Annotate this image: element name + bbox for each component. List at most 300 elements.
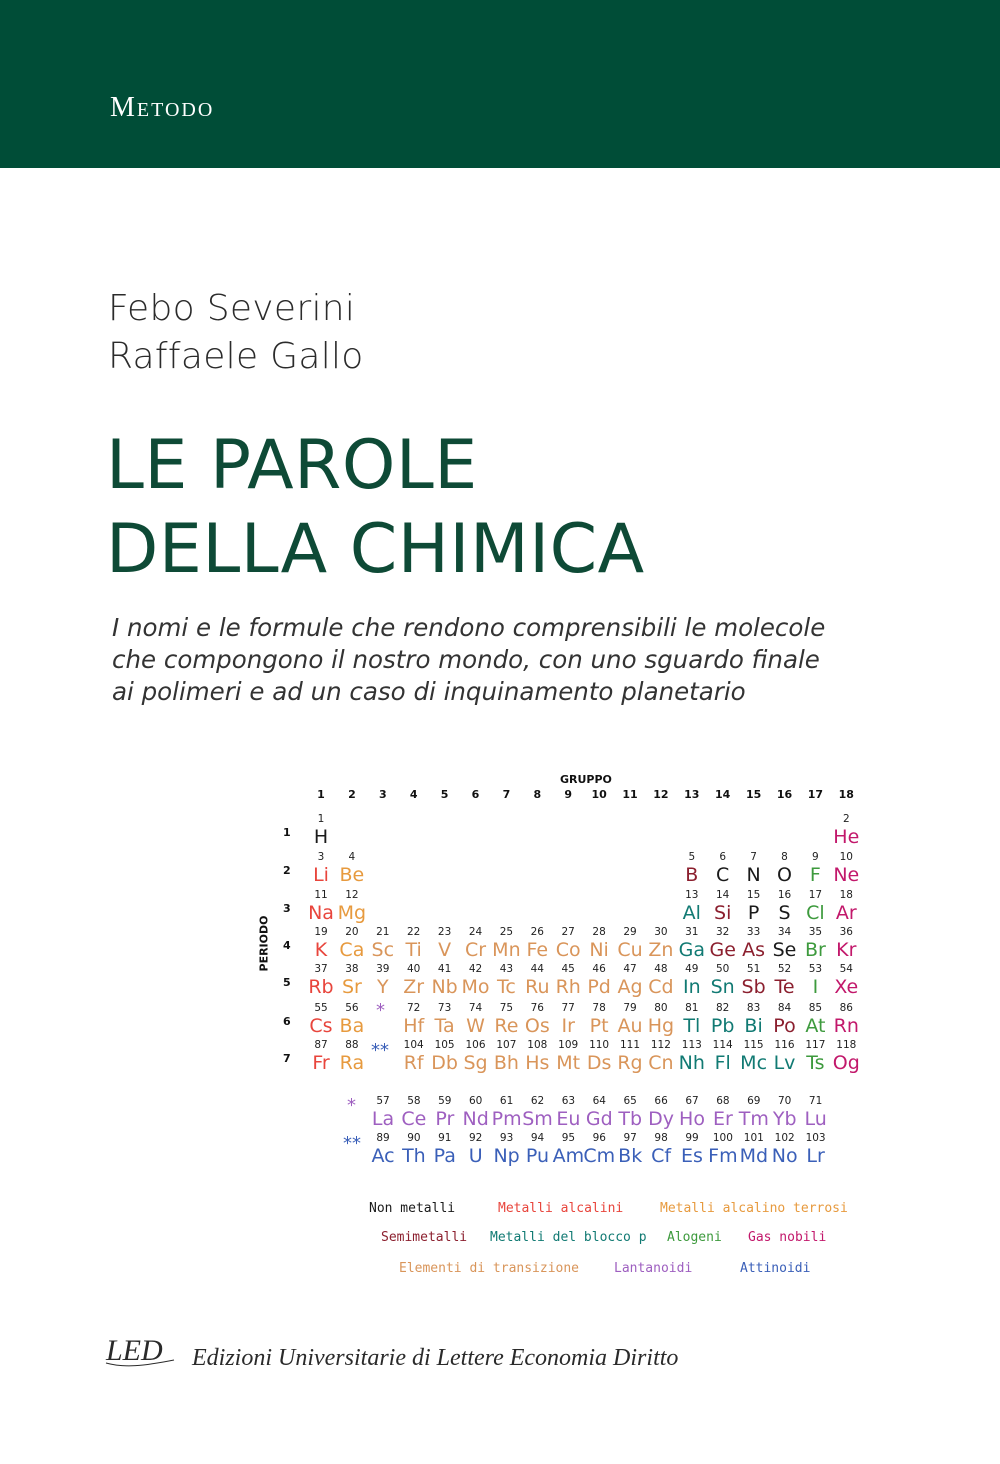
element-Db [429, 1038, 461, 1074]
element-symbol: Ba [339, 1015, 365, 1037]
element-Kr [830, 925, 862, 961]
atomic-number: 30 [654, 926, 668, 938]
element-symbol: Y [376, 976, 389, 998]
atomic-number: 14 [716, 889, 730, 901]
element-At [799, 1001, 831, 1037]
element-symbol: Bi [744, 1015, 763, 1037]
atomic-number: 85 [808, 1002, 823, 1014]
element-symbol: Pr [435, 1108, 455, 1130]
element-Rn [830, 1001, 862, 1037]
element-symbol: Nh [678, 1052, 705, 1074]
element-Xe [830, 962, 862, 998]
atomic-number: 50 [716, 963, 730, 975]
element-Sm [522, 1094, 554, 1130]
element-symbol: Ti [405, 939, 422, 961]
element-symbol: Hg [647, 1015, 675, 1037]
element-symbol: Tb [618, 1108, 643, 1130]
atomic-number: 62 [530, 1095, 545, 1107]
atomic-number: 29 [623, 926, 637, 938]
element-symbol: Sg [463, 1052, 488, 1074]
atomic-number: 32 [716, 926, 730, 938]
element-Pt [583, 1001, 615, 1037]
atomic-number: 23 [437, 926, 452, 938]
element-symbol: Lu [804, 1108, 827, 1130]
element-symbol: Mn [492, 939, 521, 961]
group-header-13: 13 [684, 788, 700, 801]
element-symbol: Tl [683, 1015, 701, 1037]
atomic-number: 104 [403, 1039, 424, 1051]
atomic-number: 55 [314, 1002, 328, 1014]
element-Dy [645, 1094, 677, 1130]
legend-item-transition: Elementi di transizione [399, 1261, 580, 1276]
element-symbol: Lr [806, 1145, 825, 1167]
element-symbol: Cm [583, 1145, 616, 1167]
subtitle-line-1: I nomi e le formule che rendono comprensibili le molecole [112, 613, 826, 642]
atomic-number: 101 [743, 1132, 764, 1144]
element-symbol: Os [524, 1015, 550, 1037]
element-Cn [645, 1038, 677, 1074]
atomic-number: 13 [685, 889, 699, 901]
led-logo [104, 1330, 178, 1370]
group-header-12: 12 [653, 788, 669, 801]
atomic-number: 52 [777, 963, 792, 975]
atomic-number: 4 [348, 851, 356, 863]
group-header-5: 5 [440, 788, 449, 801]
element-symbol: Ho [679, 1108, 705, 1130]
atomic-number: 106 [465, 1039, 486, 1051]
atomic-number: 25 [499, 926, 514, 938]
atomic-number: 54 [839, 963, 853, 975]
element-symbol: Po [773, 1015, 796, 1037]
element-Cs [305, 1001, 337, 1037]
atomic-number: 9 [812, 851, 819, 863]
element-Tl [676, 1001, 708, 1037]
group-header-2: 2 [348, 788, 356, 801]
atomic-number: 26 [530, 926, 544, 938]
element-Cf [645, 1131, 677, 1167]
element-No [769, 1131, 801, 1167]
element-symbol: Se [772, 939, 797, 961]
element-symbol: Zn [648, 939, 674, 961]
element-symbol: Rf [403, 1052, 424, 1074]
element-symbol: At [805, 1015, 826, 1037]
element-symbol: Co [555, 939, 581, 961]
atomic-number: 6 [719, 851, 727, 863]
element-Gd [583, 1094, 615, 1130]
element-symbol: Ge [709, 939, 736, 961]
element-symbol: Md [739, 1145, 769, 1167]
element-Bh [490, 1038, 522, 1074]
element-symbol: Ra [339, 1052, 365, 1074]
element-Ce [398, 1094, 430, 1130]
element-Re [490, 1001, 522, 1037]
legend-item-alkaline-earth: Metalli alcalino terrosi [660, 1201, 848, 1216]
atomic-number: 48 [654, 963, 668, 975]
element-symbol: Hf [403, 1015, 425, 1037]
element-Ar [830, 888, 862, 924]
element-symbol: I [812, 976, 819, 998]
element-symbol: Mc [740, 1052, 768, 1074]
atomic-number: 83 [746, 1002, 761, 1014]
legend-item-noble: Gas nobili [748, 1230, 827, 1245]
element-symbol: Li [313, 864, 329, 886]
atomic-number: 108 [527, 1039, 548, 1051]
group-header-9: 9 [564, 788, 573, 801]
element-H [305, 812, 337, 848]
element-Fl [707, 1038, 739, 1074]
element-Be [336, 850, 368, 886]
element-Es [676, 1131, 708, 1167]
atomic-number: 64 [592, 1095, 606, 1107]
element-Zn [645, 925, 677, 961]
atomic-number: 105 [434, 1039, 455, 1051]
atomic-number: 65 [623, 1095, 637, 1107]
element-symbol: Fe [526, 939, 549, 961]
atomic-number: 98 [654, 1132, 668, 1144]
atomic-number: 89 [376, 1132, 390, 1144]
element-symbol: La [371, 1108, 395, 1130]
author-1: Febo Severini [108, 288, 356, 329]
period-axis-title: PERIODO [257, 915, 271, 972]
element-Ni [583, 925, 615, 961]
atomic-number: 27 [561, 926, 575, 938]
element-Fm [707, 1131, 739, 1167]
atomic-number: 46 [592, 963, 606, 975]
legend-item-post-transition: Metalli del blocco p [490, 1230, 647, 1245]
lanthanide-marker: * [376, 1000, 385, 1021]
element-symbol: Xe [834, 976, 859, 998]
legend-item-metalloid: Semimetalli [381, 1230, 468, 1245]
element-Cm [583, 1131, 615, 1167]
atomic-number: 22 [407, 926, 421, 938]
atomic-number: 92 [469, 1132, 483, 1144]
element-symbol: Es [681, 1145, 703, 1167]
element-B [676, 850, 708, 886]
element-Ra [336, 1038, 368, 1074]
atomic-number: 63 [561, 1095, 576, 1107]
element-symbol: Au [617, 1015, 643, 1037]
element-symbol: Rg [617, 1052, 643, 1074]
element-symbol: S [778, 902, 791, 924]
element-symbol: Si [714, 902, 732, 924]
element-Mg [336, 888, 368, 924]
period-header-5: 5 [283, 976, 291, 989]
element-symbol: Mg [337, 902, 367, 924]
element-Rb [305, 962, 337, 998]
element-Eu [552, 1094, 584, 1130]
element-symbol: In [682, 976, 701, 998]
element-Ti [398, 925, 430, 961]
element-symbol: Cl [806, 902, 825, 924]
atomic-number: 51 [746, 963, 761, 975]
subtitle-line-3: ai polimeri e ad un caso di inquinamento planetario [112, 677, 746, 706]
atomic-number: 36 [839, 926, 853, 938]
atomic-number: 18 [839, 889, 853, 901]
element-symbol: Gd [585, 1108, 613, 1130]
element-symbol: Sn [710, 976, 735, 998]
element-symbol: Lv [773, 1052, 796, 1074]
element-Ag [614, 962, 646, 998]
atomic-number: 79 [623, 1002, 637, 1014]
element-symbol: Nb [431, 976, 458, 998]
element-symbol: Sm [522, 1108, 553, 1130]
element-symbol: No [771, 1145, 798, 1167]
element-Ba [336, 1001, 368, 1037]
element-Cr [460, 925, 492, 961]
atomic-number: 12 [345, 889, 359, 901]
element-symbol: Ca [339, 939, 365, 961]
atomic-number: 113 [681, 1039, 702, 1051]
legend-item-nonmetal: Non metalli [369, 1201, 456, 1216]
element-Pr [429, 1094, 461, 1130]
element-Ta [429, 1001, 461, 1037]
element-Pm [491, 1094, 523, 1130]
group-header-15: 15 [745, 788, 762, 801]
element-symbol: Tc [496, 976, 516, 998]
element-Fr [305, 1038, 337, 1074]
atomic-number: 118 [836, 1039, 857, 1051]
element-La [367, 1094, 399, 1130]
atomic-number: 15 [746, 889, 761, 901]
element-Cl [799, 888, 831, 924]
atomic-number: 110 [589, 1039, 610, 1051]
element-Lr [800, 1131, 832, 1167]
element-In [676, 962, 708, 998]
element-symbol: Rb [308, 976, 334, 998]
element-Bk [614, 1131, 646, 1167]
element-symbol: Ir [561, 1015, 575, 1037]
element-symbol: Kr [836, 939, 857, 961]
element-symbol: Pu [525, 1145, 550, 1167]
element-symbol: Fm [708, 1145, 738, 1167]
atomic-number: 74 [468, 1002, 483, 1014]
atomic-number: 56 [345, 1002, 359, 1014]
atomic-number: 8 [781, 851, 788, 863]
atomic-number: 11 [314, 889, 328, 901]
atomic-number: 103 [805, 1132, 826, 1144]
atomic-number: 86 [839, 1002, 853, 1014]
atomic-number: 109 [558, 1039, 579, 1051]
element-symbol: Ag [617, 976, 643, 998]
group-header-6: 6 [471, 788, 480, 801]
element-symbol: U [468, 1145, 483, 1167]
element-symbol: Pb [710, 1015, 735, 1037]
atomic-number: 88 [345, 1039, 359, 1051]
element-symbol: Cd [648, 976, 674, 998]
atomic-number: 43 [499, 963, 514, 975]
period-header-4: 4 [283, 939, 291, 952]
element-I [799, 962, 831, 998]
period-header-7: 7 [283, 1052, 291, 1065]
element-symbol: Cn [648, 1052, 674, 1074]
atomic-number: 81 [685, 1002, 699, 1014]
subtitle-line-2: che compongono il nostro mondo, con uno sguardo finale [112, 645, 820, 674]
actinide-marker: ** [371, 1040, 389, 1061]
atomic-number: 21 [376, 926, 390, 938]
element-symbol: F [809, 864, 821, 886]
atomic-number: 34 [777, 926, 792, 938]
element-Nh [676, 1038, 708, 1074]
element-S [769, 888, 801, 924]
element-Na [305, 888, 337, 924]
element-Ir [552, 1001, 584, 1037]
atomic-number: 41 [437, 963, 452, 975]
element-Rf [398, 1038, 430, 1074]
atomic-number: 17 [808, 889, 823, 901]
element-Pu [522, 1131, 554, 1167]
element-Sb [738, 962, 770, 998]
book-title-line-1: LE PAROLE [106, 426, 478, 505]
element-Pb [707, 1001, 739, 1037]
element-symbol: Tm [738, 1108, 769, 1130]
element-Mt [552, 1038, 584, 1074]
element-Zr [398, 962, 430, 998]
element-symbol: Zr [403, 976, 425, 998]
group-header-1: 1 [317, 788, 325, 801]
atomic-number: 66 [654, 1095, 668, 1107]
publisher-name: Edizioni Universitarie di Lettere Economia Diritto [192, 1345, 679, 1371]
element-N [738, 850, 770, 886]
atomic-number: 24 [468, 926, 483, 938]
element-symbol: Pt [589, 1015, 609, 1037]
atomic-number: 72 [407, 1002, 421, 1014]
element-Yb [769, 1094, 801, 1130]
element-Tc [490, 962, 522, 998]
atomic-number: 107 [496, 1039, 517, 1051]
element-symbol: Ta [434, 1015, 455, 1037]
group-header-4: 4 [409, 788, 418, 801]
element-symbol: W [466, 1015, 485, 1037]
element-symbol: O [777, 864, 792, 886]
atomic-number: 60 [469, 1095, 483, 1107]
group-header-10: 10 [591, 788, 607, 801]
book-title-line-2: DELLA CHIMICA [106, 510, 645, 589]
atomic-number: 28 [592, 926, 606, 938]
element-Ru [521, 962, 553, 998]
atomic-number: 61 [499, 1095, 514, 1107]
group-header-8: 8 [533, 788, 542, 801]
legend-item-actinide: Attinoidi [740, 1261, 811, 1276]
element-symbol: Og [832, 1052, 860, 1074]
element-Cd [645, 962, 677, 998]
atomic-number: 93 [499, 1132, 514, 1144]
element-Sg [460, 1038, 492, 1074]
element-P [738, 888, 770, 924]
atomic-number: 59 [438, 1095, 452, 1107]
atomic-number: 38 [345, 963, 359, 975]
element-symbol: Ac [371, 1145, 395, 1167]
element-Th [398, 1131, 430, 1167]
svg-text:LED: LED [106, 1334, 163, 1367]
lanthanide-row-marker: * [347, 1095, 356, 1116]
element-Ne [830, 850, 862, 886]
element-symbol: Th [402, 1145, 426, 1167]
atomic-number: 37 [314, 963, 328, 975]
atomic-number: 80 [654, 1002, 668, 1014]
element-symbol: Np [493, 1145, 520, 1167]
element-Er [707, 1094, 739, 1130]
element-symbol: Sr [341, 976, 362, 998]
element-Al [676, 888, 708, 924]
element-Nb [429, 962, 461, 998]
element-Lu [800, 1094, 832, 1130]
element-symbol: Hs [525, 1052, 550, 1074]
element-Ga [676, 925, 708, 961]
element-Tm [738, 1094, 770, 1130]
atomic-number: 57 [376, 1095, 390, 1107]
atomic-number: 1 [317, 813, 325, 825]
element-Fe [521, 925, 553, 961]
element-He [830, 812, 862, 848]
element-Am [552, 1131, 584, 1167]
element-symbol: Pd [587, 976, 611, 998]
element-Rg [614, 1038, 646, 1074]
element-Sn [707, 962, 739, 998]
legend-item-lanthanide: Lantanoidi [614, 1261, 693, 1276]
element-As [738, 925, 770, 961]
atomic-number: 112 [650, 1039, 671, 1051]
element-Li [305, 850, 337, 886]
element-Mn [490, 925, 522, 961]
group-header-17: 17 [807, 788, 824, 801]
atomic-number: 97 [623, 1132, 637, 1144]
element-symbol: V [438, 939, 452, 961]
atomic-number: 82 [716, 1002, 730, 1014]
element-symbol: Dy [648, 1108, 675, 1130]
element-Br [799, 925, 831, 961]
atomic-number: 20 [345, 926, 359, 938]
atomic-number: 19 [314, 926, 328, 938]
atomic-number: 76 [530, 1002, 544, 1014]
element-symbol: Am [552, 1145, 585, 1167]
atomic-number: 7 [750, 851, 757, 863]
atomic-number: 96 [592, 1132, 606, 1144]
element-Os [521, 1001, 553, 1037]
group-header-14: 14 [715, 788, 731, 801]
element-Te [769, 962, 801, 998]
element-symbol: Te [774, 976, 795, 998]
element-symbol: Mo [461, 976, 490, 998]
atomic-number: 91 [438, 1132, 452, 1144]
group-header-11: 11 [622, 788, 638, 801]
group-header-16: 16 [776, 788, 793, 801]
atomic-number: 47 [623, 963, 637, 975]
atomic-number: 77 [561, 1002, 575, 1014]
element-symbol: Rn [833, 1015, 859, 1037]
atomic-number: 95 [561, 1132, 576, 1144]
atomic-number: 84 [777, 1002, 792, 1014]
atomic-number: 73 [437, 1002, 452, 1014]
element-C [707, 850, 739, 886]
element-Ge [707, 925, 739, 961]
element-symbol: Pm [491, 1108, 522, 1130]
group-header-18: 18 [838, 788, 854, 801]
element-symbol: K [314, 939, 328, 961]
element-symbol: C [716, 864, 730, 886]
element-Si [707, 888, 739, 924]
element-Mo [460, 962, 492, 998]
atomic-number: 116 [774, 1039, 795, 1051]
element-symbol: Yb [772, 1108, 797, 1130]
atomic-number: 94 [530, 1132, 545, 1144]
atomic-number: 100 [712, 1132, 733, 1144]
element-Ac [367, 1131, 399, 1167]
element-V [429, 925, 461, 961]
atomic-number: 40 [407, 963, 421, 975]
element-symbol: Fl [714, 1052, 731, 1074]
element-symbol: Eu [556, 1108, 581, 1130]
element-symbol: B [685, 864, 699, 886]
